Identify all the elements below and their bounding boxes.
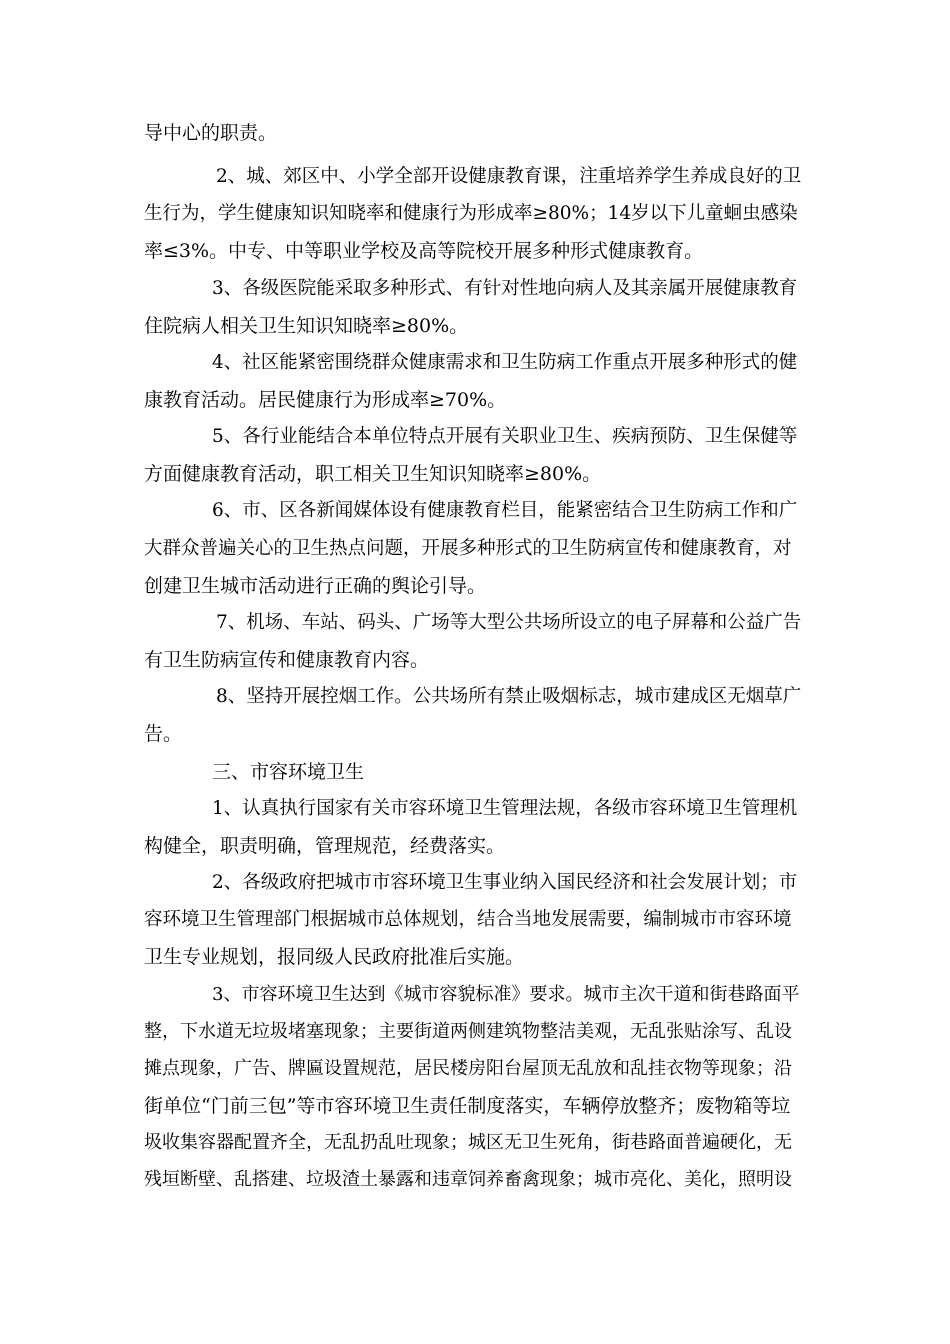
text-line: 2、城、郊区中、小学全部开设健康教育课，注重培养学生养成良好的卫	[216, 166, 802, 187]
text-line: 导中心的职责。	[144, 122, 278, 144]
text-line: 创建卫生城市活动进行正确的舆论引导。	[144, 575, 487, 597]
text-line: 告。	[144, 723, 183, 745]
text-line: 生行为，学生健康知识知晓率和健康行为形成率≥80%；14岁以下儿童蛔虫感染	[144, 203, 798, 224]
text-line: 7、机场、车站、码头、广场等大型公共场所设立的电子屏幕和公益广告	[216, 612, 802, 633]
text-line: 3、各级医院能采取多种形式、有针对性地向病人及其亲属开展健康教育	[212, 278, 798, 299]
text-line: 圾收集容器配置齐全，无乱扔乱吐现象；城区无卫生死角，街巷路面普遍硬化，无	[144, 1132, 792, 1153]
section-heading: 三、市容环境卫生	[212, 761, 365, 783]
text-line: 3、市容环境卫生达到《城市容貌标准》要求。城市主次干道和街巷路面平	[212, 984, 800, 1005]
text-line: 整，下水道无垃圾堵塞现象；主要街道两侧建筑物整洁美观，无乱张贴涂写、乱设	[144, 1021, 792, 1042]
text-line: 方面健康教育活动，职工相关卫生知识知晓率≥80%。	[144, 463, 602, 485]
text-line: 6、市、区各新闻媒体设有健康教育栏目，能紧密结合卫生防病工作和广	[212, 500, 798, 521]
text-line: 残垣断壁、乱搭建、垃圾渣土暴露和违章饲养畜禽现象；城市亮化、美化，照明设	[144, 1169, 792, 1190]
text-line: 有卫生防病宣传和健康教育内容。	[144, 649, 430, 671]
text-line: 4、社区能紧密围绕群众健康需求和卫生防病工作重点开展多种形式的健	[212, 352, 798, 373]
text-line: 康教育活动。居民健康行为形成率≥70%。	[144, 389, 507, 411]
text-line: 率≤3%。中专、中等职业学校及高等院校开展多种形式健康教育。	[144, 240, 704, 262]
text-line: 构健全，职责明确，管理规范，经费落实。	[144, 835, 506, 857]
text-line: 卫生专业规划，报同级人民政府批准后实施。	[144, 946, 525, 968]
text-line: 容环境卫生管理部门根据城市总体规划，结合当地发展需要，编制城市市容环境	[144, 909, 792, 930]
text-line: 摊点现象，广告、牌匾设置规范，居民楼房阳台屋顶无乱放和乱挂衣物等现象；沿	[144, 1058, 792, 1079]
text-line: 5、各行业能结合本单位特点开展有关职业卫生、疾病预防、卫生保健等	[212, 426, 798, 447]
text-line: 1、认真执行国家有关市容环境卫生管理法规，各级市容环境卫生管理机	[212, 798, 798, 819]
text-line: 2、各级政府把城市市容环境卫生事业纳入国民经济和社会发展计划；市	[212, 872, 798, 893]
text-line: 8、坚持开展控烟工作。公共场所有禁止吸烟标志，城市建成区无烟草广	[216, 686, 802, 707]
text-line: 大群众普遍关心的卫生热点问题，开展多种形式的卫生防病宣传和健康教育，对	[144, 538, 792, 559]
text-line: 街单位“门前三包”等市容环境卫生责任制度落实，车辆停放整齐；废物箱等垃	[144, 1095, 791, 1117]
text-line: 住院病人相关卫生知识知晓率≥80%。	[144, 315, 469, 337]
